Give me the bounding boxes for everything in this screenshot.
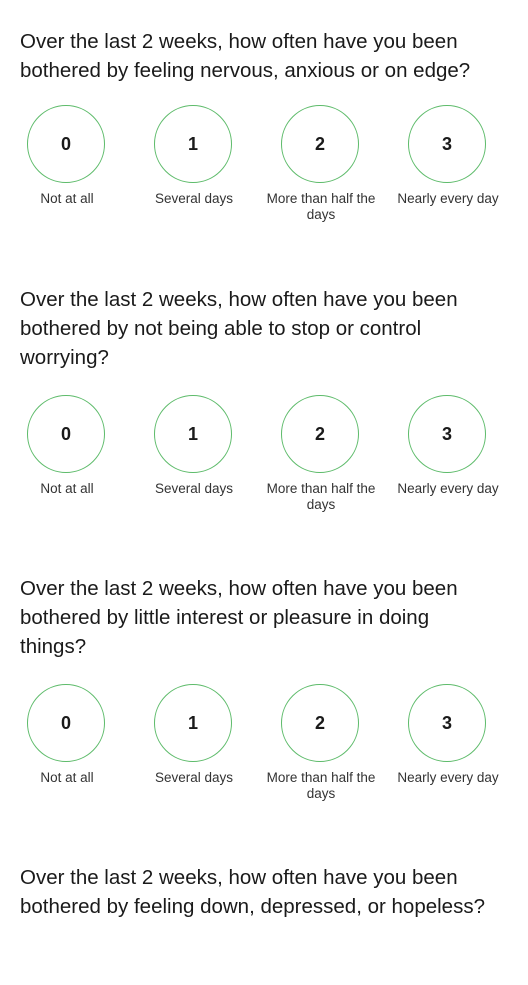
option-nearly-every-day[interactable] bbox=[393, 684, 503, 804]
option-more-than-half[interactable] bbox=[266, 684, 376, 804]
option-nearly-every-day[interactable] bbox=[393, 395, 503, 515]
option-label: Nearly every day bbox=[397, 770, 499, 785]
answer-options bbox=[0, 105, 528, 225]
option-circle-0[interactable]: 0 bbox=[27, 395, 105, 473]
question-text: Over the last 2 weeks, how often have you been bothered by feeling nervous, anxious or on edge? bbox=[20, 30, 471, 82]
option-label: Not at all bbox=[40, 191, 94, 206]
option-label: Several days bbox=[154, 191, 234, 206]
option-circle-3[interactable]: 3 bbox=[408, 105, 486, 183]
option-several-days[interactable] bbox=[139, 105, 249, 225]
question-text: Over the last 2 weeks, how often have you been bothered by feeling down, depressed, or hopeless? bbox=[20, 866, 485, 918]
option-label: More than half the days bbox=[266, 481, 376, 512]
option-circle-2[interactable]: 2 bbox=[281, 105, 359, 183]
question-text: Over the last 2 weeks, how often have you been bothered by little interest or pleasure in doing things? bbox=[20, 577, 458, 658]
option-circle-3[interactable]: 3 bbox=[408, 684, 486, 762]
option-circle-1[interactable]: 1 bbox=[154, 395, 232, 473]
option-circle-0[interactable]: 0 bbox=[27, 684, 105, 762]
option-circle-2[interactable]: 2 bbox=[281, 684, 359, 762]
option-several-days[interactable] bbox=[139, 395, 249, 515]
option-not-at-all[interactable] bbox=[12, 105, 122, 225]
option-more-than-half[interactable] bbox=[266, 105, 376, 225]
answer-options bbox=[0, 395, 528, 515]
option-label: Not at all bbox=[40, 481, 94, 496]
option-label: Several days bbox=[154, 481, 234, 496]
option-label: More than half the days bbox=[266, 770, 376, 801]
option-circle-3[interactable]: 3 bbox=[408, 395, 486, 473]
answer-options bbox=[0, 684, 528, 804]
option-label: Nearly every day bbox=[397, 481, 499, 496]
question-text: Over the last 2 weeks, how often have you been bothered by not being able to stop or control worrying? bbox=[20, 288, 458, 369]
option-several-days[interactable] bbox=[139, 684, 249, 804]
option-label: More than half the days bbox=[266, 191, 376, 222]
option-circle-0[interactable]: 0 bbox=[27, 105, 105, 183]
option-circle-1[interactable]: 1 bbox=[154, 684, 232, 762]
option-label: Nearly every day bbox=[397, 191, 499, 206]
option-more-than-half[interactable] bbox=[266, 395, 376, 515]
option-nearly-every-day[interactable] bbox=[393, 105, 503, 225]
option-not-at-all[interactable] bbox=[12, 684, 122, 804]
option-circle-2[interactable]: 2 bbox=[281, 395, 359, 473]
option-label: Not at all bbox=[40, 770, 94, 785]
option-label: Several days bbox=[154, 770, 234, 785]
option-circle-1[interactable]: 1 bbox=[154, 105, 232, 183]
option-not-at-all[interactable] bbox=[12, 395, 122, 515]
